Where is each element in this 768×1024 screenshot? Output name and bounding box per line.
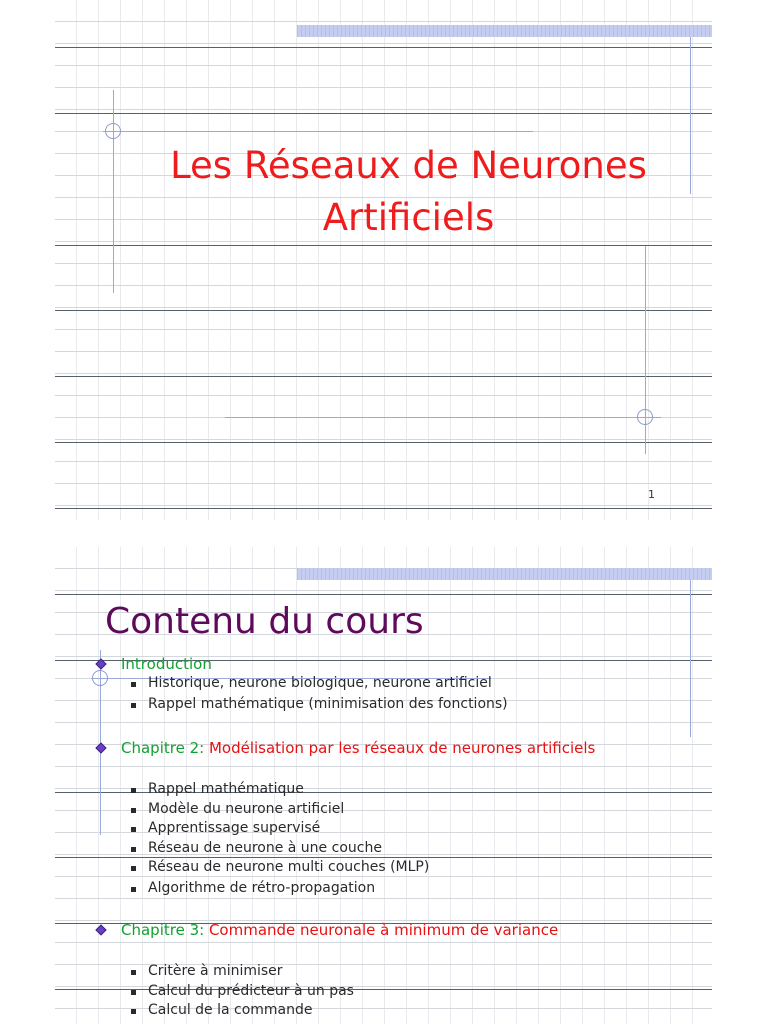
decor-line (690, 580, 691, 737)
section-label: Introduction (121, 655, 212, 673)
list-item: Modèle du neurone artificiel (148, 801, 345, 817)
title-line-1: Les Réseaux de Neurones (170, 144, 647, 187)
section-label: Modélisation par les réseaux de neurones artificiels (208, 739, 596, 757)
section-label: Commande neuronale à minimum de variance (208, 921, 559, 939)
decor-line (225, 417, 661, 418)
rule-line (55, 594, 712, 595)
rule-line (55, 376, 712, 377)
rule-line (55, 310, 712, 311)
crosshair-circle-icon (105, 123, 121, 139)
contents-title: Contenu du cours (105, 601, 424, 642)
rule-line (55, 442, 712, 443)
section-prefix: Chapitre 3: (121, 921, 209, 939)
diamond-bullet-icon (95, 924, 106, 935)
section-chapitre-2 (121, 739, 595, 757)
decor-line (103, 131, 533, 132)
rule-line (55, 113, 712, 114)
title-line-2: Artificiels (322, 196, 495, 239)
slide-contents (55, 547, 712, 1024)
list-item: Apprentissage supervisé (148, 820, 321, 836)
list-item: Critère à minimiser (148, 963, 283, 979)
slide-title-text (115, 140, 702, 244)
list-item: Rappel mathématique (148, 781, 304, 797)
section-introduction (121, 655, 212, 673)
list-item: Réseau de neurone à une couche (148, 840, 382, 856)
decor-band (297, 568, 712, 580)
page-number: 1 (648, 488, 655, 501)
list-item: Calcul de la commande (148, 1002, 313, 1018)
slide-title (55, 0, 712, 520)
rule-line (55, 857, 712, 858)
decor-line (113, 90, 114, 293)
list-item: Rappel mathématique (minimisation des fonctions) (148, 696, 508, 712)
rule-line (55, 508, 712, 509)
list-item: Historique, neurone biologique, neurone artificiel (148, 675, 492, 691)
crosshair-circle-icon (92, 670, 108, 686)
crosshair-circle-icon (637, 409, 653, 425)
rule-line (55, 245, 712, 246)
rule-line (55, 47, 712, 48)
section-prefix: Chapitre 2: (121, 739, 209, 757)
list-item: Calcul du prédicteur à un pas (148, 983, 354, 999)
section-chapitre-3 (121, 921, 558, 939)
list-item: Réseau de neurone multi couches (MLP) (148, 859, 430, 875)
decor-band (297, 25, 712, 37)
diamond-bullet-icon (95, 742, 106, 753)
list-item: Algorithme de rétro-propagation (148, 880, 376, 896)
